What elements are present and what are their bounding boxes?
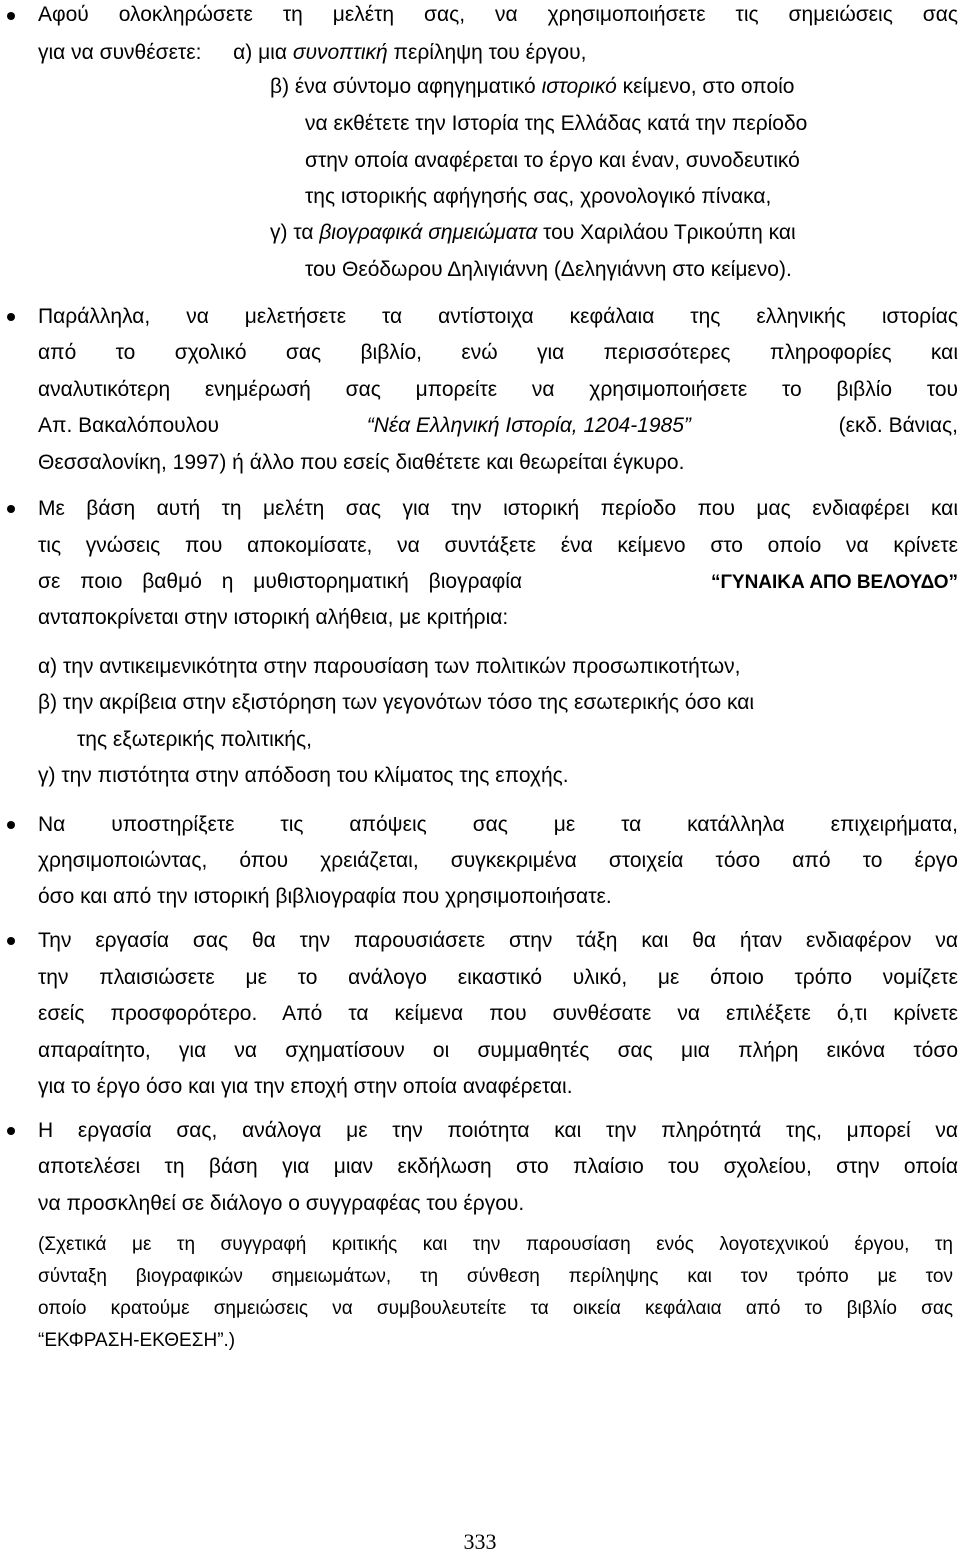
text-span: γ) τα: [270, 221, 320, 244]
paragraph-line: Η εργασία σας, ανάλογα με την ποιότητα και την πληρότητά της, μπορεί να: [38, 1119, 958, 1142]
paragraph-line: Την εργασία σας θα την παρουσιάσετε στην τάξη και θα ήταν ενδιαφέρον να: [38, 929, 958, 952]
criteria-item: της εξωτερικής πολιτικής,: [77, 728, 312, 751]
note-line: (Σχετικά με τη συγγραφή κριτικής και την παρουσίαση ενός λογοτεχνικού έργου, τη: [38, 1234, 953, 1255]
criteria-item: γ) την πιστότητα στην απόδοση του κλίματος της εποχής.: [38, 764, 569, 787]
paragraph-line: Θεσσαλονίκη, 1997) ή άλλο που εσείς διαθέτετε και θεωρείται έγκυρο.: [38, 451, 685, 474]
bold-span: “ΓΥΝΑΙΚΑ ΑΠΟ ΒΕΛΟΥΔΟ”: [710, 572, 958, 593]
bullet-icon: [7, 313, 15, 321]
bullet-icon: [7, 505, 15, 513]
criteria-item: β) την ακρίβεια στην εξιστόρηση των γεγονότων τόσο της εσωτερικής όσο και: [38, 691, 755, 714]
criteria-item: α) την αντικειμενικότητα στην παρουσίαση των πολιτικών προσωπικοτήτων,: [38, 655, 741, 678]
italic-span: “Νέα Ελληνική Ιστορία, 1204-1985”: [366, 414, 691, 437]
note-line: “ΕΚΦΡΑΣΗ-ΕΚΘΕΣΗ”.): [38, 1330, 236, 1351]
italic-span: ιστορικό: [541, 75, 617, 98]
paragraph-line: να εκθέτετε την Ιστορία της Ελλάδας κατά την περίοδο: [305, 112, 808, 135]
paragraph-line: στην οποία αναφέρεται το έργο και έναν, συνοδευτικό: [305, 149, 800, 172]
text-span: β) ένα σύντομο αφηγηματικό: [270, 75, 542, 98]
paragraph-line: Παράλληλα, να μελετήσετε τα αντίστοιχα κεφάλαια της ελληνικής ιστορίας: [38, 305, 958, 328]
paragraph-line: ανταποκρίνεται στην ιστορική αλήθεια, με κριτήρια:: [38, 606, 509, 629]
paragraph-line: [270, 222, 796, 243]
paragraph-line: για το έργο όσο και για την εποχή στην οποία αναφέρεται.: [38, 1075, 573, 1098]
text-span: (εκδ. Βάνιας,: [838, 414, 958, 437]
paragraph-line: χρησιμοποιώντας, όπου χρειάζεται, συγκεκριμένα στοιχεία τόσο από το έργο: [38, 849, 958, 872]
text-span: περίληψη του έργου,: [387, 41, 587, 64]
paragraph-line: [38, 571, 958, 592]
paragraph-line: Να υποστηρίξετε τις απόψεις σας με τα κατάλληλα επιχειρήματα,: [38, 813, 958, 836]
paragraph-line: Με βάση αυτή τη μελέτη σας για την ιστορική περίοδο που μας ενδιαφέρει και: [38, 497, 958, 520]
paragraph-line: από το σχολικό σας βιβλίο, ενώ για περισσότερες πληροφορίες και: [38, 341, 958, 364]
bullet-icon: [7, 821, 15, 829]
paragraph-line: [38, 42, 586, 63]
paragraph-line: της ιστορικής αφήγησής σας, χρονολογικό πίνακα,: [305, 185, 772, 208]
paragraph-line: Αφού ολοκληρώσετε τη μελέτη σας, να χρησιμοποιήσετε τις σημειώσεις σας: [38, 3, 958, 26]
paragraph-line: [38, 415, 958, 436]
paragraph-line: τις γνώσεις που αποκομίσατε, να συντάξετε ένα κείμενο στο οποίο να κρίνετε: [38, 534, 958, 557]
text-span: α) μια: [233, 41, 293, 64]
paragraph-line: την πλαισιώσετε με το ανάλογο εικαστικό υλικό, με όποιο τρόπο νομίζετε: [38, 966, 958, 989]
paragraph-line: εσείς προσφορότερο. Από τα κείμενα που συνθέσατε να επιλέξετε ό,τι κρίνετε: [38, 1002, 958, 1025]
text-span: Απ. Βακαλόπουλου: [38, 414, 219, 437]
paragraph-line: αναλυτικότερη ενημέρωσή σας μπορείτε να χρησιμοποιήσετε το βιβλίο του: [38, 378, 958, 401]
text-span: σε ποιο βαθμό η μυθιστορηματική βιογραφία: [38, 570, 523, 593]
italic-span: βιογραφικά σημειώματα: [319, 221, 538, 244]
text-span: κείμενο, στο οποίο: [616, 75, 795, 98]
bullet-icon: [7, 1127, 15, 1135]
page-number: 333: [463, 1529, 497, 1554]
text-span: για να συνθέσετε:: [38, 41, 202, 64]
paragraph-line: αποτελέσει τη βάση για μιαν εκδήλωση στο πλαίσιο του σχολείου, στην οποία: [38, 1155, 958, 1178]
bullet-icon: [7, 937, 15, 945]
note-line: οποίο κρατούμε σημειώσεις να συμβουλευτείτε τα οικεία κεφάλαια από το βιβλίο σας: [38, 1298, 953, 1319]
paragraph-line: να προσκληθεί σε διάλογο ο συγγραφέας του έργου.: [38, 1192, 525, 1215]
paragraph-line: όσο και από την ιστορική βιβλιογραφία που χρησιμοποιήσατε.: [38, 885, 612, 908]
paragraph-line: απαραίτητο, για να σχηματίσουν οι συμμαθητές σας μια πλήρη εικόνα τόσο: [38, 1039, 958, 1062]
italic-span: συνοπτική: [292, 41, 388, 64]
paragraph-line: του Θεόδωρου Δηλιγιάννη (Δεληγιάννη στο κείμενο).: [305, 258, 792, 281]
paragraph-line: [270, 76, 795, 97]
bullet-icon: [7, 12, 15, 20]
note-line: σύνταξη βιογραφικών σημειωμάτων, τη σύνθεση περίληψης και τον τρόπο με τον: [38, 1266, 953, 1287]
text-span: του Χαριλάου Τρικούπη και: [537, 221, 796, 244]
